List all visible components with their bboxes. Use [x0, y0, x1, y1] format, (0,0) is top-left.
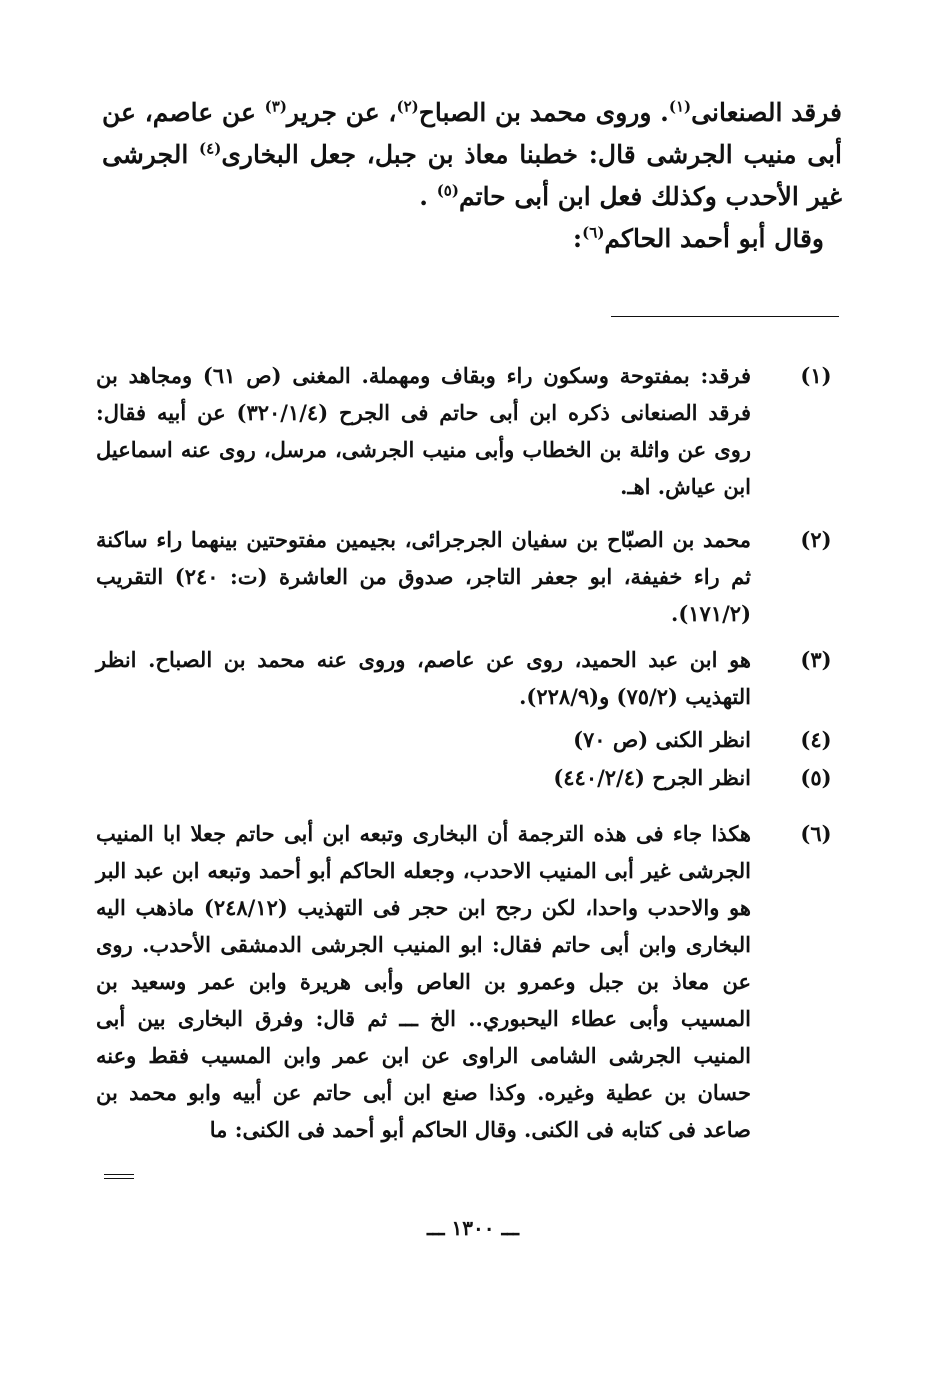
text-run: . [419, 182, 437, 211]
text-run: فرقد الصنعانى [691, 98, 842, 127]
text-run: : [572, 224, 583, 253]
footnote-ref[interactable]: (٤) [199, 139, 222, 158]
footnote-number: (٢) [800, 527, 832, 552]
footnote-5 [96, 759, 846, 796]
text-run: . وروى محمد بن الصباح [418, 98, 669, 127]
footnote-4 [96, 721, 846, 758]
footnote-ref[interactable]: (٢) [396, 97, 419, 116]
footnote-text: فرقد: بمفتوحة وسكون راء وبقاف ومهملة. المغنى (ص ٦١) ومجاهد بن فرقد الصنعانى ذكره ابن أبى حاتم فى الجرح (٣٢٠/١/٤) عن أبيه فقال: روى عن واثلة بن الخطاب وأبى منيب الجرشى، مرسل، روى عنه اسماعيل ابن عياش. اهـ. [96, 363, 752, 499]
footnote-ref[interactable]: (١) [668, 97, 692, 116]
footnote-ref[interactable]: (٣) [264, 97, 287, 116]
footnote-number: (٤) [800, 727, 832, 752]
footnote-separator [611, 316, 839, 317]
text-run: ، عن جرير [286, 98, 397, 127]
footnote-text: محمد بن الصبّاح بن سفيان الجرجرائى، بجيمين مفتوحتين بينهما راء ساكنة ثم راء خفيفة، ابو جعفر التاجر، صدوق من العاشرة (ت: ٢٤٠) التقريب (١٧١/٢). [96, 527, 751, 626]
footnote-number: (١) [800, 363, 832, 388]
footnote-text: هو ابن عبد الحميد، روى عن عاصم، وروى عنه محمد بن الصباح. انظر التهذيب (٧٥/٢) و(٢٢٨/٩). [96, 647, 751, 709]
main-paragraph-2 [102, 218, 842, 260]
text-run: الجرشى غير الأحدب وكذلك فعل ابن أبى حاتم [102, 140, 842, 211]
footnote-number: (٣) [800, 647, 832, 672]
footnote-number: (٦) [800, 821, 832, 846]
text-run: وقال أبو أحمد الحاكم [604, 224, 824, 253]
continuation-mark [104, 1174, 134, 1179]
footnote-ref[interactable]: (٦) [582, 223, 605, 242]
footnote-2 [96, 521, 846, 632]
footnote-text: انظر الجرح (٤٤٠/٢/٤) [553, 765, 751, 790]
page-number: ـــ ١٣٠٠ ـــ [426, 1216, 520, 1240]
footnote-text: انظر الكنى (ص ٧٠) [573, 727, 751, 752]
footnote-1 [96, 357, 846, 505]
text-run: عن عاصم، عن أبى منيب الجرشى قال: خطبنا معاذ بن جبل، جعل البخارى [102, 98, 842, 169]
main-paragraph [102, 92, 842, 218]
main-text [102, 92, 842, 260]
footnote-6 [96, 815, 846, 1148]
footnote-number: (٥) [800, 765, 832, 790]
footnote-3 [96, 641, 846, 715]
footnote-ref[interactable]: (٥) [436, 181, 459, 200]
footnote-text: هكذا جاء فى هذه الترجمة أن البخارى وتبعه ابن أبى حاتم جعلا ابا المنيب الجرشى غير أبى المنيب الاحدب، وجعله الحاكم أبو أحمد وتبعه ابن عبد البر هو والاحدب واحدا، لكن رجح ابن حجر فى التهذيب (٢٤٨/١٢) ماذهب اليه البخارى وابن أبى حاتم فقال: ابو المنيب الجرشى الدمشقى الأحدب. روى عن معاذ بن جبل وعمرو بن العاص وأبى هريرة وابن عمر وسعيد بن المسيب وأبى عطاء اليحبوري.. الخ ـــ ثم قال: وفرق البخارى بين أبى المنيب الجرشى الشامى الراوى عن ابن عمر وابن المسيب فقط وعنه حسان بن عطية وغيره. وكذا صنع ابن أبى حاتم عن أبيه وابو محمد بن صاعد فى كتابه فى الكنى. وقال الحاكم أبو أحمد فى الكنى: ما [96, 821, 751, 1142]
